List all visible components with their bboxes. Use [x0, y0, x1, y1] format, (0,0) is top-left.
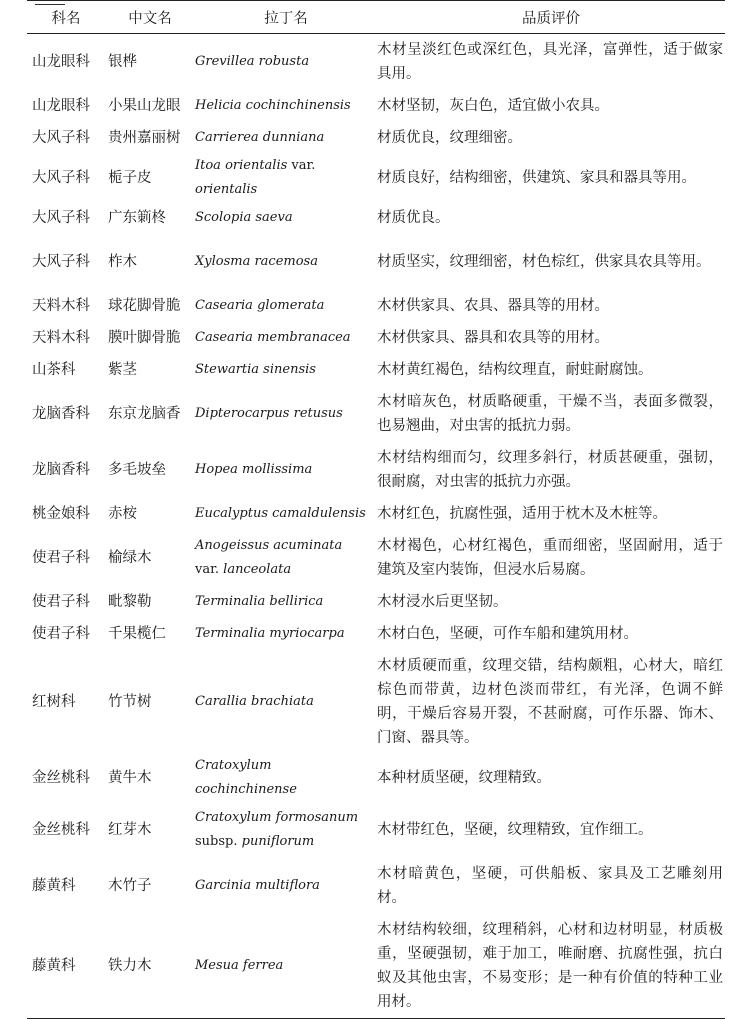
- table-header-row: [27, 1, 725, 34]
- table-row: [27, 530, 725, 586]
- chinese-name-cell: 木竹子: [108, 878, 152, 894]
- quality-evaluation-text: 木材结构较细，纹理稍斜，心材和边材明显，材质极重，坚硬强韧，难于加工，唯耐磨、抗腐性强，抗白蚁及其他虫害，不易变形；是一种有价值的特种工业用材。: [377, 922, 723, 1010]
- table-row: [27, 234, 725, 290]
- chinese-name-cell: 柞木: [108, 254, 137, 270]
- family-cell: 山茶科: [32, 362, 76, 378]
- latin-name-cell: Carallia brachiata: [195, 694, 314, 709]
- latin-name-cell: Hopea mollissima: [195, 462, 313, 477]
- latin-rank: var.: [195, 562, 224, 577]
- latin-name-cell: Garcinia multiflora: [195, 878, 320, 893]
- family-cell: 红树科: [32, 694, 76, 710]
- quality-evaluation-cell: [377, 202, 725, 234]
- chinese-name-cell: 多毛坡垒: [108, 462, 166, 478]
- quality-evaluation-cell: [377, 754, 725, 802]
- chinese-name-cell: 贵州嘉丽树: [108, 130, 181, 146]
- quality-evaluation-cell: [377, 618, 725, 650]
- quality-evaluation-text: 木材暗黄色，坚硬，可供船板、家具及工艺雕刻用材。: [377, 866, 723, 906]
- quality-evaluation-text: 木材供家具、农具、器具等的用材。: [377, 298, 609, 314]
- family-cell: 龙脑香科: [32, 462, 90, 478]
- latin-name-cell: Mesua ferrea: [195, 914, 377, 1019]
- quality-evaluation-cell: [377, 234, 725, 290]
- quality-evaluation-text: 木材浸水后更坚韧。: [377, 594, 508, 610]
- latin-name-cell: Casearia glomerata: [195, 298, 325, 313]
- quality-evaluation-text: 木材质硬而重，纹理交错，结构颇粗，心材大，暗红棕色而带黄，边材色淡而带红，有光泽，色调不鲜明，干燥后容易开裂，不甚耐腐，可作乐器、饰木、门窗、器具等。: [377, 658, 723, 746]
- chinese-name-cell: 赤桉: [108, 506, 137, 522]
- table-row: [27, 154, 725, 202]
- latin-name-cell: Cratoxylum cochinchinense: [195, 758, 297, 797]
- table-row: [27, 34, 725, 91]
- latin-name-cell: Casearia membranacea: [195, 330, 351, 345]
- table-row: [27, 586, 725, 618]
- chinese-name-cell: 东京龙脑香: [108, 406, 181, 422]
- family-cell: 龙脑香科: [32, 406, 90, 422]
- latin-species: Cratoxylum formosanum: [195, 810, 359, 825]
- table-row: [27, 442, 725, 498]
- family-cell: 金丝桃科: [32, 822, 90, 838]
- latin-rank: subsp.: [195, 834, 242, 849]
- latin-name-cell: [195, 530, 377, 586]
- quality-evaluation-text: 材质坚实，纹理细密，材色棕红，供家具农具等用。: [377, 254, 711, 270]
- latin-name-cell: Helicia cochinchinensis: [195, 98, 351, 113]
- family-cell: 桃金娘科: [32, 506, 90, 522]
- table-row: [27, 202, 725, 234]
- quality-evaluation-text: 木材呈淡红色或深红色，具光泽，富弹性，适于做家具用。: [377, 42, 723, 82]
- latin-name-cell: Dipterocarpus retusus: [195, 406, 343, 421]
- table-row: [27, 618, 725, 650]
- quality-evaluation-cell: [377, 34, 725, 91]
- chinese-name-cell: 千果榄仁: [108, 626, 166, 642]
- header-family: 科名: [27, 1, 105, 34]
- quality-evaluation-cell: [377, 650, 725, 754]
- chinese-name-cell: 红芽木: [108, 822, 152, 838]
- chinese-name-cell: 紫茎: [108, 362, 137, 378]
- family-cell: 山龙眼科: [32, 98, 90, 114]
- family-cell: 大风子科: [32, 210, 90, 226]
- quality-evaluation-text: 木材褐色，心材红褐色，重而细密，坚固耐用，适于建筑及室内装饰，但浸水后易腐。: [377, 538, 723, 578]
- family-cell: 大风子科: [32, 130, 90, 146]
- chinese-name-cell: 银桦: [108, 54, 137, 70]
- latin-name-cell: Terminalia myriocarpa: [195, 626, 345, 641]
- chinese-name-cell: 球花脚骨脆: [108, 298, 181, 314]
- table-row: [27, 354, 725, 386]
- family-cell: 大风子科: [32, 170, 90, 186]
- chinese-name-cell: 铁力木: [105, 914, 195, 1019]
- quality-evaluation-text: 木材暗灰色，材质略硬重，干燥不当，表面多微裂，也易翘曲，对虫害的抵抗力弱。: [377, 394, 723, 434]
- quality-evaluation-text: 木材红色，抗腐性强，适用于枕木及木桩等。: [377, 506, 667, 522]
- chinese-name-cell: 竹节树: [108, 694, 152, 710]
- quality-evaluation-cell: [377, 802, 725, 858]
- family-cell: 使君子科: [32, 550, 90, 566]
- table-row: [27, 322, 725, 354]
- quality-evaluation-text: 木材带红色，坚硬，纹理精致，宜作细工。: [377, 822, 653, 838]
- quality-evaluation-cell: [377, 442, 725, 498]
- quality-evaluation-text: 材质优良，纹理细密。: [377, 130, 522, 146]
- document-page: [27, 0, 725, 1019]
- table-body: [27, 34, 725, 1019]
- family-cell: 金丝桃科: [32, 770, 90, 786]
- latin-name-cell: Xylosma racemosa: [195, 254, 318, 269]
- quality-evaluation-text: 木材白色，坚硬，可作车船和建筑用材。: [377, 626, 638, 642]
- timber-quality-table: [27, 0, 725, 1019]
- latin-name-cell: Eucalyptus camaldulensis: [195, 506, 366, 521]
- table-row: [27, 858, 725, 914]
- latin-name-cell: Terminalia bellirica: [195, 594, 324, 609]
- family-cell: 使君子科: [32, 626, 90, 642]
- latin-name-cell: [195, 154, 377, 202]
- table-row: [27, 914, 725, 1019]
- quality-evaluation-text: 木材结构细而匀，纹理多斜行，材质甚硬重，强韧，很耐腐，对虫害的抵抗力亦强。: [377, 450, 723, 490]
- family-cell: 藤黄科: [27, 914, 105, 1019]
- quality-evaluation-cell: [377, 914, 725, 1019]
- latin-name-cell: Stewartia sinensis: [195, 362, 316, 377]
- header-quality-evaluation: 品质评价: [377, 1, 725, 34]
- chinese-name-cell: 膜叶脚骨脆: [108, 330, 181, 346]
- quality-evaluation-text: 材质优良。: [377, 210, 450, 226]
- quality-evaluation-text: 木材供家具、器具和农具等的用材。: [377, 330, 609, 346]
- latin-species: Anogeissus acuminata: [195, 538, 343, 553]
- family-cell: 天料木科: [32, 330, 90, 346]
- quality-evaluation-cell: [377, 858, 725, 914]
- chinese-name-cell: 毗黎勒: [108, 594, 152, 610]
- quality-evaluation-text: 材质良好，结构细密，供建筑、家具和器具等用。: [377, 170, 696, 186]
- table-row: [27, 290, 725, 322]
- table-row: [27, 498, 725, 530]
- quality-evaluation-cell: [377, 290, 725, 322]
- chinese-name-cell: 栀子皮: [108, 170, 152, 186]
- family-cell: 山龙眼科: [32, 54, 90, 70]
- quality-evaluation-cell: [377, 530, 725, 586]
- latin-infraspecific: puniflorum: [241, 834, 315, 849]
- chinese-name-cell: 榆绿木: [108, 550, 152, 566]
- quality-evaluation-text: 本种材质坚硬，纹理精致。: [377, 770, 551, 786]
- quality-evaluation-cell: [377, 586, 725, 618]
- quality-evaluation-text: 木材坚韧，灰白色，适宜做小农具。: [377, 98, 609, 114]
- header-chinese-name: 中文名: [105, 1, 195, 34]
- table-row: [27, 386, 725, 442]
- quality-evaluation-cell: [377, 498, 725, 530]
- quality-evaluation-cell: [377, 322, 725, 354]
- latin-rank: var.: [287, 158, 316, 173]
- table-row: [27, 802, 725, 858]
- latin-infraspecific: orientalis: [195, 182, 258, 197]
- family-cell: 使君子科: [32, 594, 90, 610]
- table-row: [27, 90, 725, 122]
- quality-evaluation-cell: [377, 354, 725, 386]
- chinese-name-cell: 小果山龙眼: [108, 98, 181, 114]
- family-cell: 天料木科: [32, 298, 90, 314]
- table-row: [27, 754, 725, 802]
- latin-name-cell: Carrierea dunniana: [195, 130, 325, 145]
- table-row: [27, 122, 725, 154]
- quality-evaluation-cell: [377, 386, 725, 442]
- quality-evaluation-cell: [377, 90, 725, 122]
- family-cell: 大风子科: [32, 254, 90, 270]
- latin-infraspecific: lanceolata: [223, 562, 292, 577]
- family-cell: 藤黄科: [32, 878, 76, 894]
- quality-evaluation-cell: [377, 122, 725, 154]
- quality-evaluation-text: 木材黄红褐色，结构纹理直，耐蛀耐腐蚀。: [377, 362, 653, 378]
- quality-evaluation-cell: [377, 154, 725, 202]
- latin-species: Itoa orientalis: [195, 158, 288, 173]
- chinese-name-cell: 黄牛木: [108, 770, 152, 786]
- latin-name-cell: [195, 802, 377, 858]
- chinese-name-cell: 广东箣柊: [108, 210, 166, 226]
- header-latin-name: 拉丁名: [195, 1, 377, 34]
- latin-name-cell: Scolopia saeva: [195, 210, 293, 225]
- latin-name-cell: Grevillea robusta: [195, 54, 310, 69]
- table-row: [27, 650, 725, 754]
